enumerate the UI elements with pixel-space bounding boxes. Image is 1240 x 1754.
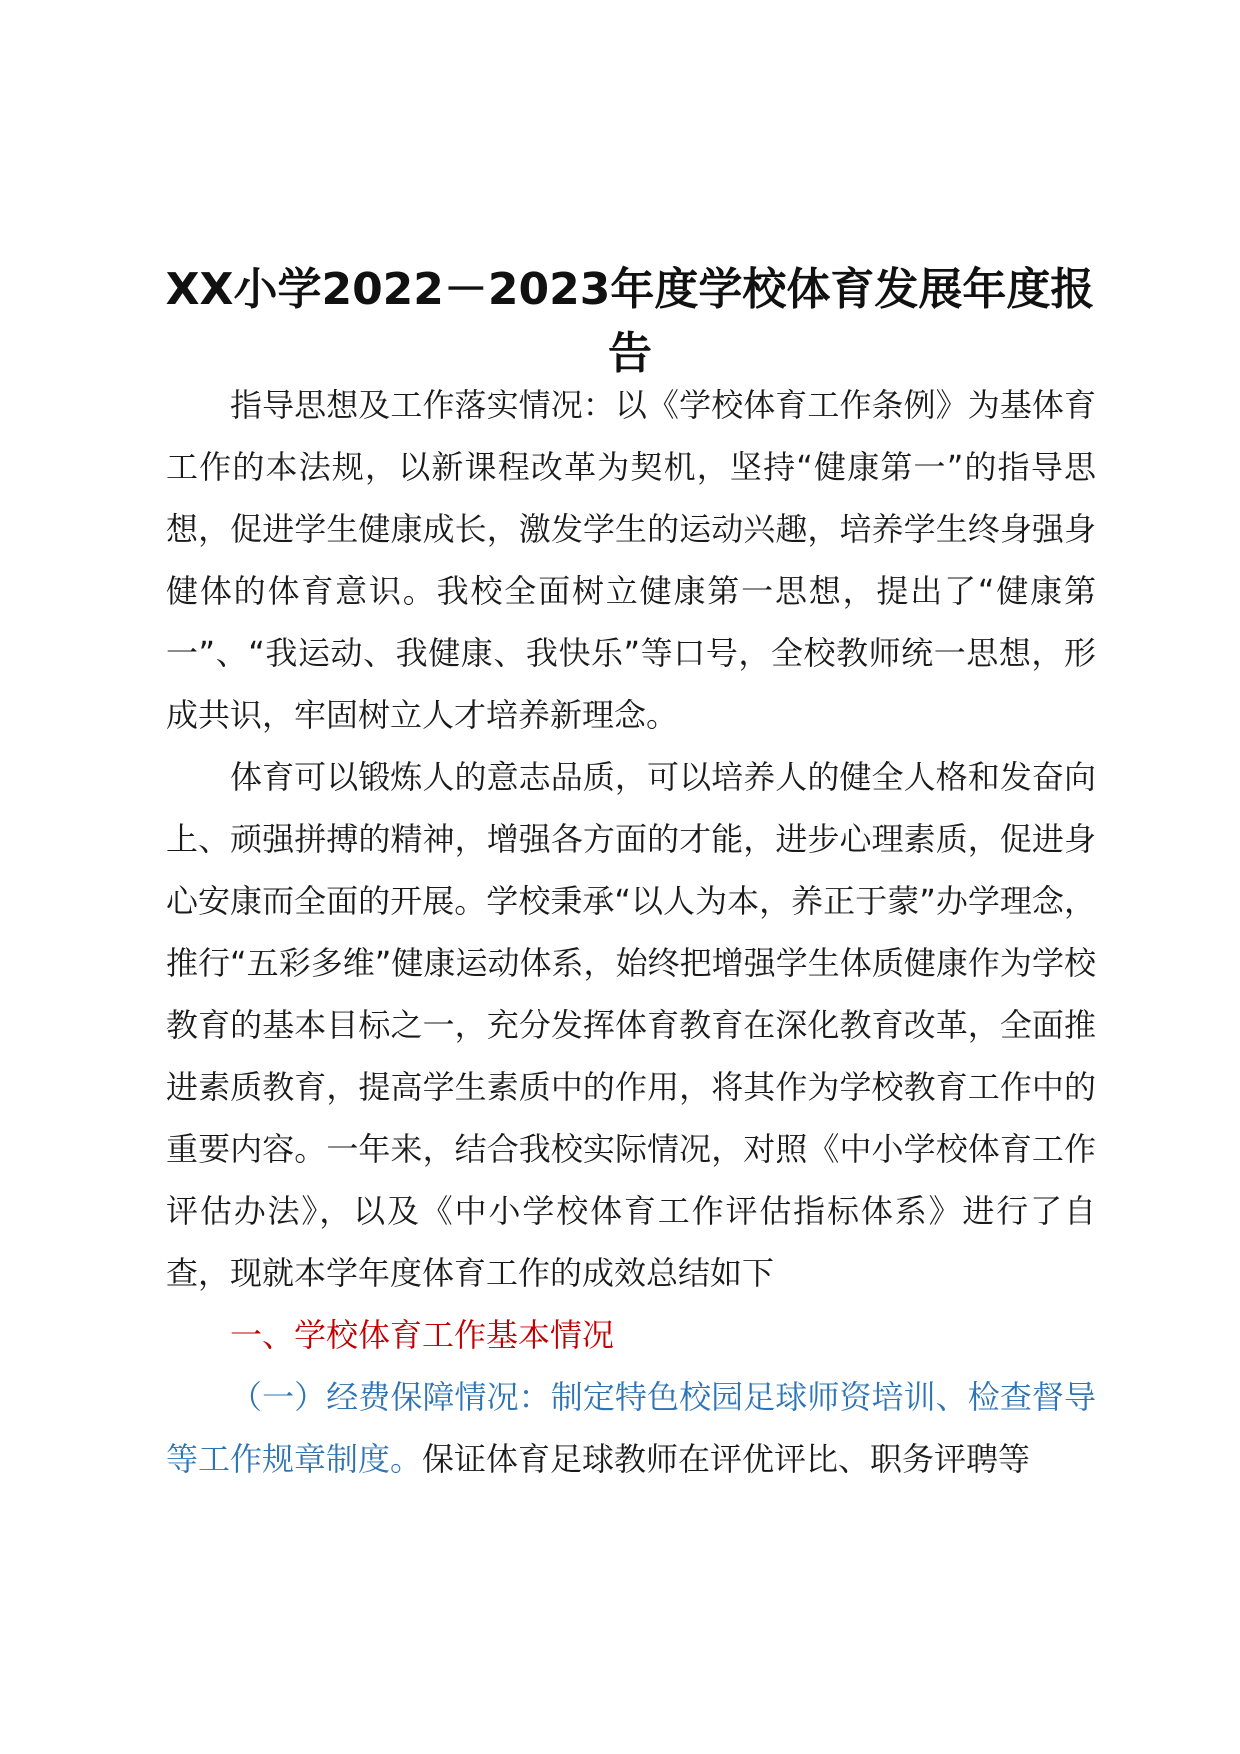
document-title: XX小学2022－2023年度学校体育发展年度报告 xyxy=(165,264,1095,379)
subsection-funding-text: 保证体育足球教师在评优评比、职务评聘等 xyxy=(422,1440,1031,1478)
paragraph-sports-value: 体育可以锻炼人的意志品质，可以培养人的健全人格和发奋向上、顽强拼搏的精神，增强各方面的才能，进步心理素质，促进身心安康而全面的开展。学校秉承“以人为本，养正于蒙”办学理念，推行“五彩多维”健康运动体系，始终把增强学生体质健康作为学校教育的基本目标之一，充分发挥体育教育在深化教育改革，全面推进素质教育，提高学生素质中的作用，将其作为学校教育工作中的重要内容。一年来，结合我校实际情况，对照《中小学校体育工作评估办法》，以及《中小学校体育工作评估指标体系》进行了自查，现就本学年度体育工作的成效总结如下 xyxy=(166,758,1096,1292)
section-heading-basic-situation: 一、学校体育工作基本情况 xyxy=(230,1316,615,1354)
subsection-heading-funding: （一）经费保障情况：制定特色校园足球师资培训、检查督导等工作规章制度。 xyxy=(166,1378,1096,1478)
document-body xyxy=(166,374,1096,1490)
paragraph-guiding-ideology: 指导思想及工作落实情况：以《学校体育工作条例》为基体育工作的本法规，以新课程改革为契机，坚持“健康第一”的指导思想，促进学生健康成长，激发学生的运动兴趣，培养学生终身强身健体的体育意识。我校全面树立健康第一思想，提出了“健康第一”、“我运动、我健康、我快乐”等口号，全校教师统一思想，形成共识，牢固树立人才培养新理念。 xyxy=(166,386,1096,734)
subsection-funding-paragraph xyxy=(166,1366,1096,1490)
